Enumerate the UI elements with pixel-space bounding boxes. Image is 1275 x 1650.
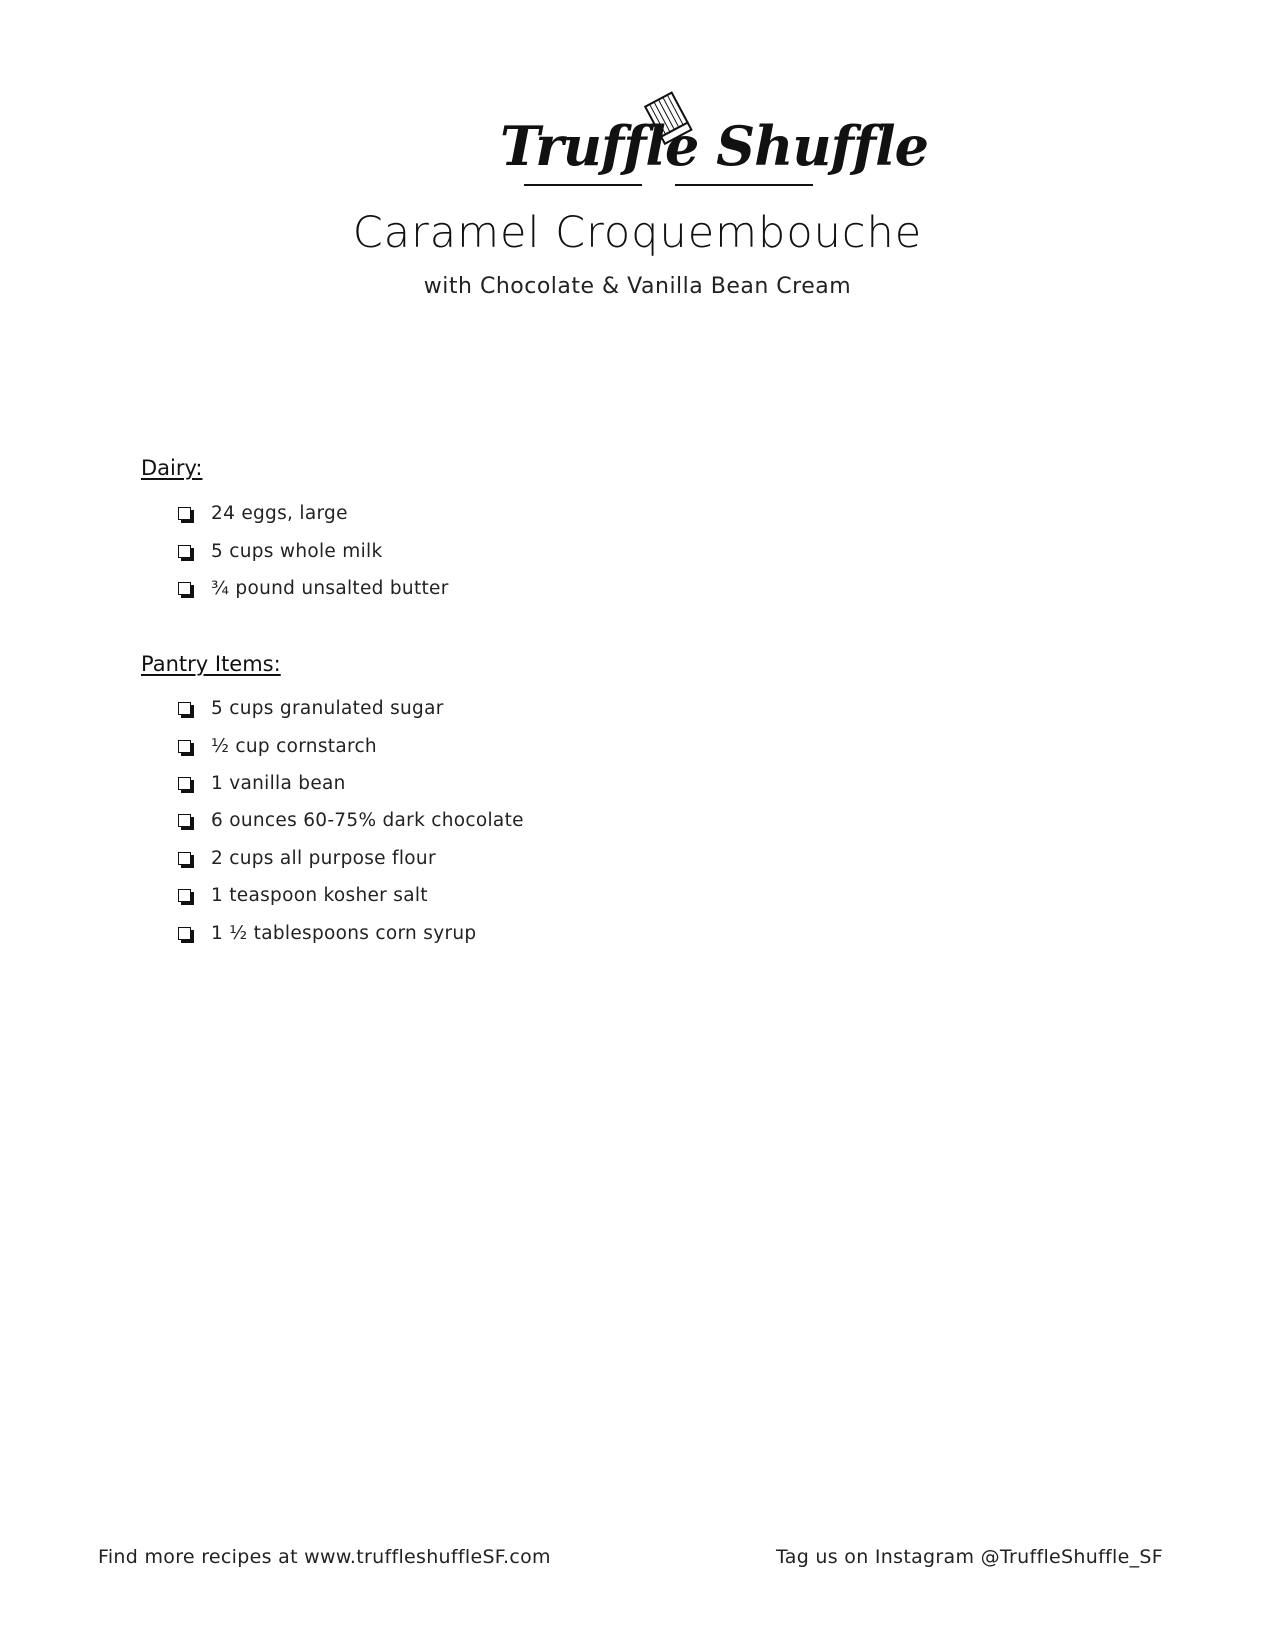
checkbox-icon[interactable] bbox=[178, 545, 191, 558]
ingredient-text: 6 ounces 60-75% dark chocolate bbox=[211, 810, 524, 832]
brand-logo bbox=[490, 88, 928, 208]
checkbox-icon[interactable] bbox=[178, 740, 191, 753]
checkbox-icon[interactable] bbox=[178, 507, 191, 520]
checkbox-icon[interactable] bbox=[178, 582, 191, 595]
section-heading-dairy: Dairy: bbox=[141, 456, 203, 480]
ingredient-list-dairy bbox=[178, 495, 449, 607]
recipe-subtitle: with Chocolate & Vanilla Bean Cream bbox=[423, 274, 852, 299]
section-heading-pantry: Pantry Items: bbox=[141, 652, 281, 676]
list-item bbox=[178, 802, 524, 839]
checkbox-icon[interactable] bbox=[178, 889, 191, 902]
ingredient-list-pantry bbox=[178, 690, 524, 952]
ingredient-text: 24 eggs, large bbox=[211, 503, 348, 525]
ingredient-text: 5 cups granulated sugar bbox=[211, 698, 444, 720]
brand-wordmark: Truffle Shuffle bbox=[500, 114, 928, 178]
list-item bbox=[178, 727, 524, 764]
ingredient-text: 1 ½ tablespoons corn syrup bbox=[211, 922, 477, 944]
ingredient-text: 1 teaspoon kosher salt bbox=[211, 885, 428, 907]
list-item bbox=[178, 570, 449, 607]
list-item bbox=[178, 495, 449, 532]
list-item bbox=[178, 914, 524, 951]
wordmark-underline bbox=[675, 184, 813, 186]
ingredient-text: 1 vanilla bean bbox=[211, 772, 346, 794]
checkbox-icon[interactable] bbox=[178, 777, 191, 790]
checkbox-icon[interactable] bbox=[178, 927, 191, 940]
list-item bbox=[178, 765, 524, 802]
recipe-title: Caramel Croquembouche bbox=[352, 208, 923, 258]
footer-website-text: Find more recipes at www.truffleshuffleSF.com bbox=[98, 1546, 551, 1568]
wordmark-underline bbox=[524, 184, 642, 186]
footer-instagram-text: Tag us on Instagram @TruffleShuffle_SF bbox=[776, 1546, 1163, 1568]
ingredient-text: 5 cups whole milk bbox=[211, 540, 383, 562]
list-item bbox=[178, 690, 524, 727]
checkbox-icon[interactable] bbox=[178, 702, 191, 715]
checkbox-icon[interactable] bbox=[178, 814, 191, 827]
list-item bbox=[178, 840, 524, 877]
checkbox-icon[interactable] bbox=[178, 852, 191, 865]
ingredient-text: 2 cups all purpose flour bbox=[211, 847, 436, 869]
ingredient-text: ½ cup cornstarch bbox=[211, 735, 377, 757]
list-item bbox=[178, 877, 524, 914]
ingredient-text: ¾ pound unsalted butter bbox=[211, 577, 449, 599]
list-item bbox=[178, 532, 449, 569]
